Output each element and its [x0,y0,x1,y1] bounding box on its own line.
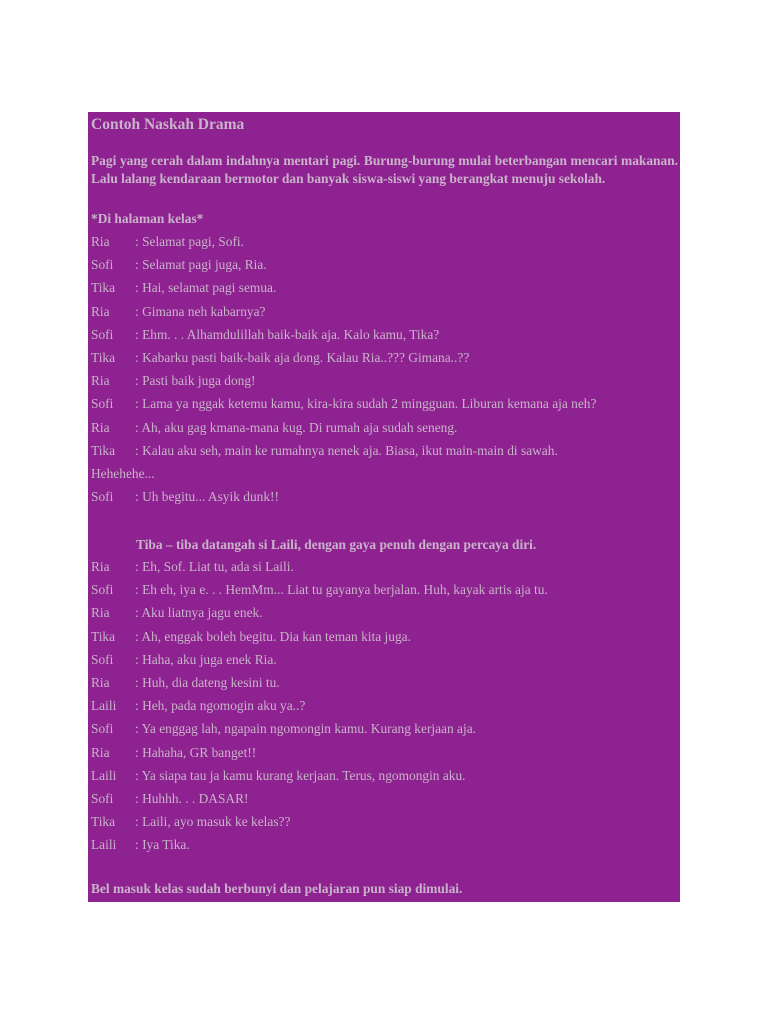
dialogue-line [91,555,678,578]
dialogue-line [91,671,678,694]
dialogue-line [91,230,678,253]
dialogue-line [91,323,678,346]
document-page [88,112,680,902]
dialogue-line [91,601,678,624]
speaker-name: Sofi [91,326,114,342]
speaker-name: Sofi [91,721,114,737]
dialogue-line [91,810,678,833]
speaker-name: Tika [91,814,116,830]
speech-text: : Ehm. . . Alhamdulillah baik-baik aja. Kalo kamu, Tika? [135,326,440,342]
speech-text: : Hahaha, GR banget!! [135,744,257,760]
stage-direction: Tiba – tiba datangah si Laili, dengan gaya penuh dengan percaya diri. [136,537,537,552]
speech-text: : Eh, Sof. Liat tu, ada si Laili. [135,559,294,574]
dialogue-line [91,625,678,648]
dialogue-line [91,578,678,601]
dialogue-line [91,300,678,323]
dialogue-line [91,276,678,299]
closing-line: Bel masuk kelas sudah berbunyi dan pelajaran pun siap dimulai. [91,881,463,896]
speaker-name: Ria [91,373,110,389]
speaker-name: Ria [91,303,110,319]
speaker-name: Ria [91,675,110,691]
dialogue-line [91,648,678,671]
speech-text: : Uh begitu... Asyik dunk!! [135,489,279,505]
dialogue-line [91,346,678,369]
speaker-name: Ria [91,559,110,574]
scene-heading: *Di halaman kelas* [91,211,204,226]
speech-text: : Ah, enggak boleh begitu. Dia kan teman kita juga. [135,628,411,644]
speech-text: : Gimana neh kabarnya? [135,303,266,319]
speaker-name: Ria [91,744,110,760]
speaker-name: Tika [91,442,116,458]
document-title: Contoh Naskah Drama [91,116,245,133]
dialogue-line [91,485,678,508]
speech-text: : Haha, aku juga enek Ria. [135,651,277,667]
speech-text: : Huh, dia dateng kesini tu. [135,675,280,691]
speaker-name: Laili [91,698,117,714]
dialogue-block-2 [91,555,678,857]
speaker-name: Sofi [91,257,114,273]
speaker-name: Ria [91,234,110,249]
speech-text: : Laili, ayo masuk ke kelas?? [135,814,291,830]
dialogue-line [91,717,678,740]
dialogue-line [91,253,678,276]
speech-text: : Heh, pada ngomogin aku ya..? [135,698,306,714]
dialogue-line [91,392,678,415]
intro-paragraph: Pagi yang cerah dalam indahnya mentari pagi. Burung-burung mulai beterbangan mencari makanan. Lalu lalang kendaraan bermotor dan banyak siswa-siswi yang berangkat menuju sekolah. [91,153,678,186]
speech-text: : Ah, aku gag kmana-mana kug. Di rumah aja sudah seneng. [135,419,458,435]
speech-text: : Eh eh, iya e. . . HemMm... Liat tu gayanya berjalan. Huh, kayak artis aja tu. [135,582,548,598]
dialogue-line [91,787,678,810]
speaker-name: Laili [91,837,117,853]
speech-text: : Ya siapa tau ja kamu kurang kerjaan. Terus, ngomongin aku. [135,767,466,783]
dialogue-line [91,741,678,764]
speaker-name: Sofi [91,791,114,807]
dialogue-block-1 [91,230,678,508]
dialogue-line [91,694,678,717]
speech-text: : Selamat pagi, Sofi. [135,234,244,249]
speech-text: : Iya Tika. [135,837,190,853]
speech-text: : Lama ya nggak ketemu kamu, kira-kira sudah 2 mingguan. Liburan kemana aja neh? [135,396,597,412]
dialogue-line [91,369,678,392]
speaker-name: Sofi [91,489,114,505]
speech-text: : Pasti baik juga dong! [135,373,256,389]
speaker-name: Laili [91,767,117,783]
speaker-name: Ria [91,605,110,621]
speech-text: : Hai, selamat pagi semua. [135,280,277,296]
speech-text: : Selamat pagi juga, Ria. [135,257,267,273]
speaker-name: Tika [91,350,116,366]
speaker-name: Ria [91,419,110,435]
dialogue-line [91,833,678,856]
dialogue-line [91,764,678,787]
speaker-name: Sofi [91,582,114,598]
speech-text: : Kabarku pasti baik-baik aja dong. Kalau Ria..??? Gimana..?? [135,350,470,366]
speaker-name: Tika [91,628,116,644]
speaker-name: Sofi [91,396,114,412]
speech-text: : Aku liatnya jagu enek. [135,605,263,621]
speaker-name: Tika [91,280,116,296]
dialogue-line [91,439,678,462]
speech-text: : Ya enggag lah, ngapain ngomongin kamu. Kurang kerjaan aja. [135,721,477,737]
speech-text: : Kalau aku seh, main ke rumahnya nenek aja. Biasa, ikut main-main di sawah. [135,442,558,458]
speech-text: : Huhhh. . . DASAR! [135,791,249,807]
speech-continuation: Hehehehe... [91,466,155,482]
dialogue-line [91,416,678,439]
speaker-name: Sofi [91,651,114,667]
